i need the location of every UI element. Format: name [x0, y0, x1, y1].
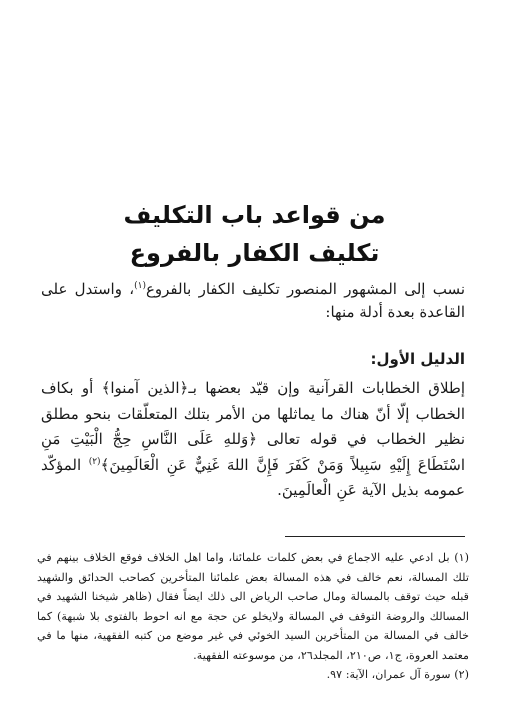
first-proof-heading: الدليل الأول: [370, 350, 465, 368]
intro-rest: ، واستدل على القاعدة بعدة أدلة منها: [41, 280, 465, 321]
footnote-marker: (١) [454, 551, 469, 564]
first-proof-text-end: المؤكّد عمومه بذيل الآية عَنِ الْعالَمِينَ. [41, 455, 465, 499]
footnote-item [37, 665, 469, 685]
footnote-ref-2[interactable]: (٢) [88, 456, 101, 467]
intro-paragraph [41, 278, 465, 324]
footnote-text: بل ادعي عليه الاجماع في بعض كلمات علمائنا، واما اهل الخلاف فوقع الخلاف بينهم في تلك المسالة، نعم خالف في هذه المسالة بعض علمائنا المتأخرين كصاحب الحدائق والشهيد قبله حيث توقف بالمسالة ومال صاحب الرياض الى ذلك ايضاً فقال (ظاهر شيخنا الشهيد في المسالك والروضة التوقف في المسالة ولايخلو عن حجة مع انه احوط بالفتوى بلا شبهة) كما خالف في المسالة من المتأخرين السيد الخوئي في غير موضع من كتبه الفقهية، منها ما في معتمد العروة، ج١، ص٢١٠، المجلد٢٦، من موسوعته الفقهية. [37, 551, 469, 662]
footnote-ref-1[interactable]: (١) [134, 281, 146, 291]
first-proof-text: إطلاق الخطابات القرآنية وإن قيّد بعضها بـ﴿الذين آمنوا﴾ أو بكاف الخطاب إلّا أنّ هناك ما يماثلها من الأمر بتلك المتعلّقات بنحو مطلق نظير الخطاب في قوله تعالى ﴿وَللهِ عَلَى النَّاسِ حِجُّ الْبَيْتِ مَنِ اسْتَطَاعَ إِلَيْهِ سَبِيلاً وَمَنْ كَفَرَ فَإِنَّ اللهَ غَنِيٌّ عَنِ الْعَالَمِينَ﴾ [41, 379, 466, 474]
chapter-titles [30, 196, 479, 272]
section-title: تكليف الكفار بالفروع [129, 239, 380, 267]
intro-text: نسب إلى المشهور المنصور تكليف الكفار بالفروع [145, 280, 465, 298]
footnote-text: سورة آل عمران، الآية: ٩٧. [326, 668, 451, 681]
footnote-marker: (٢) [454, 668, 469, 681]
footnote-item [37, 548, 469, 665]
chapter-title: من قواعد باب التكليف [123, 201, 386, 229]
footnote-separator [285, 536, 465, 537]
first-proof-paragraph [41, 376, 465, 504]
footnotes-list [37, 548, 469, 685]
